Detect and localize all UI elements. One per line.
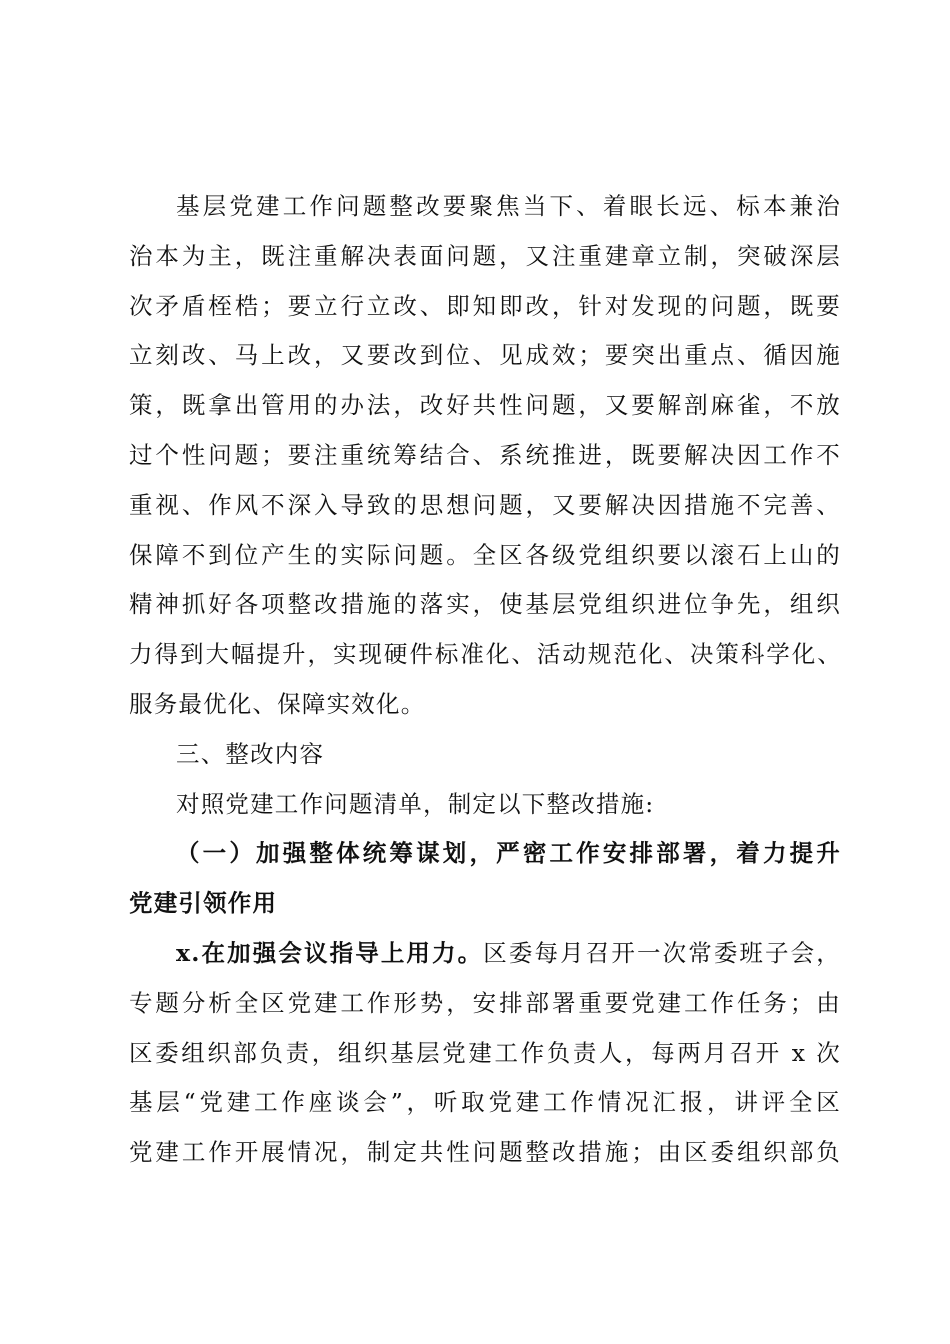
document-body	[129, 182, 841, 1178]
paragraph-line: 保障不到位产生的实际问题。全区各级党组织要以滚石上山的	[129, 540, 841, 569]
subheading-line: 党建引领作用	[129, 889, 278, 918]
item-line: 专题分析全区党建工作形势，安排部署重要党建工作任务；由	[129, 988, 841, 1017]
paragraph-line: 服务最优化、保障实效化。	[129, 689, 426, 718]
subheading-line: （一）加强整体统筹谋划，严密工作安排部署，着力提升	[176, 839, 841, 868]
paragraph-line: 治本为主，既注重解决表面问题，又注重建章立制，突破深层	[129, 241, 841, 270]
item-line: 党建工作开展情况，制定共性问题整改措施；由区委组织部负	[129, 1138, 841, 1167]
paragraph-line: 力得到大幅提升，实现硬件标准化、活动规范化、决策科学化、	[129, 640, 841, 669]
paragraph-line: 次矛盾桎梏；要立行立改、即知即改，针对发现的问题，既要	[129, 291, 841, 320]
paragraph-line: 立刻改、马上改，又要改到位、见成效；要突出重点、循因施	[129, 341, 841, 370]
item-lead: x.在加强会议指导上用力。	[176, 938, 484, 967]
paragraph-line: 基层党建工作问题整改要聚焦当下、着眼长远、标本兼治	[176, 192, 841, 220]
paragraph-line: 精神抓好各项整改措施的落实，使基层党组织进位争先，组织	[129, 590, 841, 619]
section-heading: 三、整改内容	[176, 739, 325, 768]
item-line: 基层“党建工作座谈会”，听取党建工作情况汇报，讲评全区	[129, 1088, 841, 1117]
item-first-line-text: 区委每月召开一次常委班子会，	[483, 938, 841, 967]
paragraph-line: 重视、作风不深入导致的思想问题，又要解决因措施不完善、	[129, 490, 841, 519]
paragraph-line: 策，既拿出管用的办法，改好共性问题，又要解剖麻雀，不放	[129, 391, 841, 420]
item-first-line	[129, 929, 841, 979]
paragraph-line: 过个性问题；要注重统筹结合、系统推进，既要解决因工作不	[129, 440, 841, 469]
item-line: 区委组织部负责，组织基层党建工作负责人，每两月召开 x 次	[129, 1038, 841, 1067]
intro-text: 对照党建工作问题清单，制定以下整改措施:	[176, 789, 655, 818]
